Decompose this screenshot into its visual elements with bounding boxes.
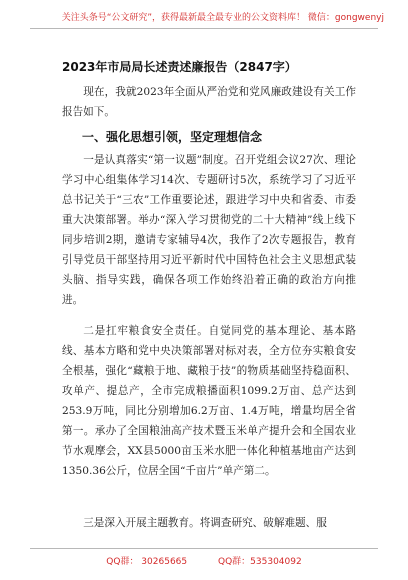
header-divider — [30, 28, 378, 29]
intro-paragraph: 现在，我就2023年全面从严治党和党风廉政建设有关工作报告如下。 — [62, 86, 356, 118]
section-heading-1: 一、强化思想引领，坚定理想信念 — [82, 130, 263, 144]
body-paragraph-2: 二是扛牢粮食安全责任。自觉同党的基本理论、基本路线、基本方略和党中央决策部署对标对表，全方位夯实粮食安全根基，强化“藏粮于地、藏粮于技”的物质基础坚持稳面积、攻单产、提总产，全市完成粮播面积1099.2万亩、总产达到253.9万吨，同比分别增加6.2万亩、1.4万吨，增量均居全省第一。承办了全国粮油高产技术暨玉米单产提升会和全国农业节水观摩会，XX县5000亩玉米水肥一体化种植基地亩产达到1350.36公斤，位居全国“千亩片”单产第二。 — [62, 325, 356, 477]
header-promo-note: 关注头条号“公文研究”，获得最新最全最专业的公文资料库！ 微信：gongwenyj — [61, 13, 384, 23]
footer-qq-group-1: QQ群： 30265665 — [106, 557, 188, 567]
footer-contact — [0, 554, 408, 567]
document-title: 2023年市局局长述责述廉报告（2847字） — [62, 60, 297, 74]
body-paragraph-1: 一是认真落实“第一议题”制度。召开党组会议27次、理论学习中心组集体学习14次、专题研讨5次，系统学习了习近平总书记关于“三农”工作重要论述，跟进学习中央和省委、市委重大决策部署。举办“深入学习贯彻党的二十大精神”线上线下同步培训2期，邀请专家辅导4次，我作了2次专题报告，教育引导党员干部坚持用习近平新时代中国特色社会主义思想武装头脑、指导实践，确保各项工作始终沿着正确的政治方向推进。 — [62, 154, 356, 306]
footer-qq-group-2: QQ群：535304092 — [218, 557, 302, 567]
footer-divider — [30, 548, 378, 549]
body-paragraph-3: 三是深入开展主题教育。将调查研究、破解难题、服 — [83, 517, 327, 529]
